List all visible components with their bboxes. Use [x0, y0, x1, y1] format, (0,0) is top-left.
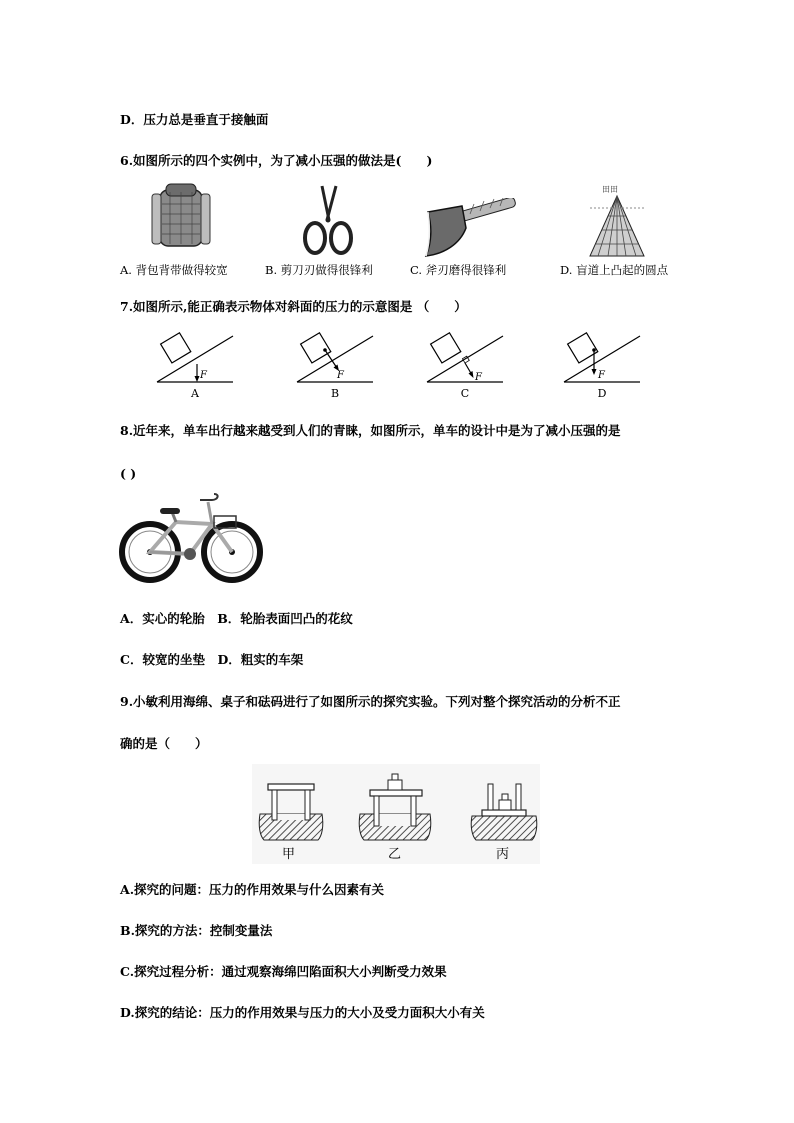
- q8-options-ab: A．实心的轮胎 B．轮胎表面凹凸的花纹: [120, 611, 353, 626]
- q8-options-cd: C．较宽的坐垫 D．粗实的车架: [120, 652, 304, 667]
- tactile-paving-image: [588, 182, 646, 258]
- label-yi: 乙: [388, 847, 402, 862]
- q9-stem-line1: 9.小敏利用海绵、桌子和砝码进行了如图所示的探究实验。下列对整个探究活动的分析不正: [120, 694, 621, 709]
- q7-label-c: C: [460, 387, 470, 400]
- q9-option-b: B.探究的方法：控制变量法: [120, 923, 273, 938]
- incline-figure-a: [155, 328, 235, 384]
- label-bing: 丙: [496, 847, 510, 862]
- q9-stem-line2: 确的是（ ）: [120, 736, 208, 751]
- q6-caption-a: A. 背包背带做得较宽: [120, 263, 228, 277]
- q8-stem-line1: 8.近年来，单车出行越来越受到人们的青睐，如图所示，单车的设计中是为了减小压强的是: [120, 423, 621, 438]
- q7-label-a: A: [191, 387, 199, 400]
- q6-stem: 6.如图所示的四个实例中，为了减小压强的做法是( ): [120, 153, 433, 168]
- incline-figure-d: [562, 328, 642, 384]
- backpack-image: [148, 180, 214, 256]
- svg-text:田田: 田田: [602, 185, 618, 194]
- q7-label-b: B: [330, 387, 340, 400]
- force-label: F: [598, 370, 605, 381]
- force-label: F: [475, 372, 482, 383]
- incline-figure-c: [425, 328, 505, 384]
- q6-caption-b: B. 剪刀刃做得很锋利: [265, 263, 373, 277]
- force-label: F: [200, 370, 207, 381]
- q9-option-d: D.探究的结论：压力的作用效果与压力的大小及受力面积大小有关: [120, 1005, 485, 1020]
- q8-stem-line2: ( ): [120, 466, 137, 481]
- q9-option-c: C.探究过程分析：通过观察海绵凹陷面积大小判断受力效果: [120, 964, 447, 979]
- q5-option-d: D．压力总是垂直于接触面: [120, 112, 269, 127]
- scissors-image: [298, 184, 358, 256]
- q7-label-d: D: [597, 387, 607, 400]
- axe-image: [420, 198, 518, 260]
- q9-option-a: A.探究的问题：压力的作用效果与什么因素有关: [120, 882, 385, 897]
- q7-stem: 7.如图所示,能正确表示物体对斜面的压力的示意图是 （ ）: [120, 299, 467, 314]
- bicycle-image: [118, 490, 264, 588]
- sponge-table-experiment: [252, 764, 540, 864]
- label-jia: 甲: [282, 847, 296, 862]
- force-label: F: [337, 370, 344, 381]
- q6-caption-d: D. 盲道上凸起的圆点: [560, 263, 669, 277]
- incline-figure-b: [295, 328, 375, 384]
- q6-caption-c: C. 斧刃磨得很锋利: [410, 263, 507, 277]
